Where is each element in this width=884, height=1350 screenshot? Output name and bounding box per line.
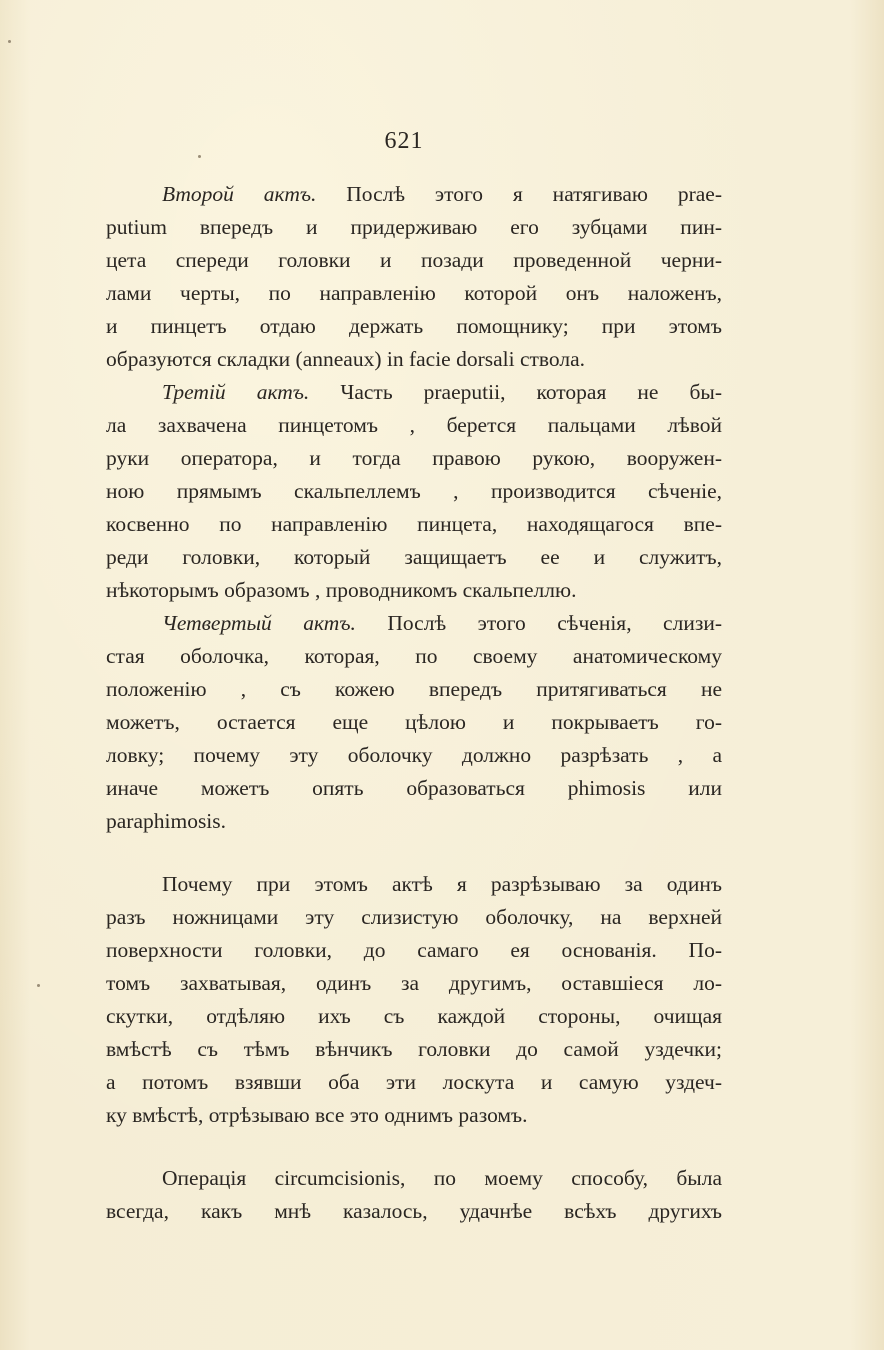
- text-line: косвенно по направленію пинцета, находящагося впе-: [106, 512, 722, 536]
- text-line: реди головки, который защищаетъ ее и служитъ,: [106, 545, 722, 569]
- paper-speck: [8, 40, 11, 43]
- text-line: нѣкоторымъ образомъ , проводникомъ скальпеллю.: [106, 578, 577, 602]
- text-line: скутки, отдѣляю ихъ съ каждой стороны, очищая: [106, 1004, 722, 1028]
- paragraph: [106, 376, 722, 607]
- text-line: лами черты, по направленію которой онъ наложенъ,: [106, 281, 722, 305]
- text-line: [106, 376, 722, 409]
- section-lead: Третій актъ.: [162, 380, 310, 404]
- text-line: Почему при этомъ актѣ я разрѣзываю за одинъ: [162, 872, 722, 896]
- paragraph: [106, 1162, 722, 1228]
- text-line: а потомъ взявши оба эти лоскута и самую уздеч-: [106, 1070, 722, 1094]
- paragraph: [106, 868, 722, 1132]
- text-line: можетъ, остается еще цѣлою и покрываетъ го-: [106, 710, 722, 734]
- text-line: Операція circumcisionis, по моему способу, была: [162, 1166, 722, 1190]
- text-line: и пинцетъ отдаю держать помощнику; при этомъ: [106, 314, 722, 338]
- paper-speck: [37, 984, 40, 987]
- text-line: образуются складки (anneaux) in facie dorsali ствола.: [106, 347, 586, 371]
- paper-speck: [198, 155, 201, 158]
- text-line: ною прямымъ скальпеллемъ , производится сѣченіе,: [106, 479, 722, 503]
- text-line: putium впередъ и придерживаю его зубцами пин-: [106, 215, 722, 239]
- text-line: ла захвачена пинцетомъ , берется пальцами лѣвой: [106, 413, 722, 437]
- text-line: paraphimosis.: [106, 809, 227, 833]
- text-line: поверхности головки, до самаго ея основанія. По-: [106, 938, 722, 962]
- text-line: ловку; почему эту оболочку должно разрѣзать , а: [106, 743, 722, 767]
- text-line: положенію , съ кожею впередъ притягиваться не: [106, 677, 722, 701]
- text-line: цета спереди головки и позади проведенной черни-: [106, 248, 722, 272]
- text-line: [106, 607, 722, 640]
- text-line: всегда, какъ мнѣ казалось, удачнѣе всѣхъ другихъ: [106, 1199, 722, 1223]
- text-line: [106, 178, 722, 211]
- text-line: ку вмѣстѣ, отрѣзываю все это однимъ разомъ.: [106, 1103, 528, 1127]
- text-line: стая оболочка, которая, по своему анатомическому: [106, 644, 722, 668]
- paragraph: [106, 607, 722, 838]
- section-lead: Четвертый актъ.: [162, 611, 356, 635]
- text-line: иначе можетъ опять образоваться phimosis или: [106, 776, 722, 800]
- text-line-content: Послѣ этого сѣченія, слизи-: [387, 611, 722, 635]
- section-lead: Второй актъ.: [162, 182, 317, 206]
- text-line: разъ ножницами эту слизистую оболочку, на верхней: [106, 905, 722, 929]
- text-line: вмѣстѣ съ тѣмъ вѣнчикъ головки до самой уздечки;: [106, 1037, 722, 1061]
- text-line-content: Послѣ этого я натягиваю prae-: [346, 182, 722, 206]
- body-text: [106, 178, 722, 1228]
- page-number: 621: [384, 128, 424, 154]
- text-line-content: Часть praeputii, которая не бы-: [340, 380, 722, 404]
- text-line: руки оператора, и тогда правою рукою, вооружен-: [106, 446, 722, 470]
- text-line: томъ захватывая, одинъ за другимъ, оставшіеся ло-: [106, 971, 722, 995]
- paragraph: [106, 178, 722, 376]
